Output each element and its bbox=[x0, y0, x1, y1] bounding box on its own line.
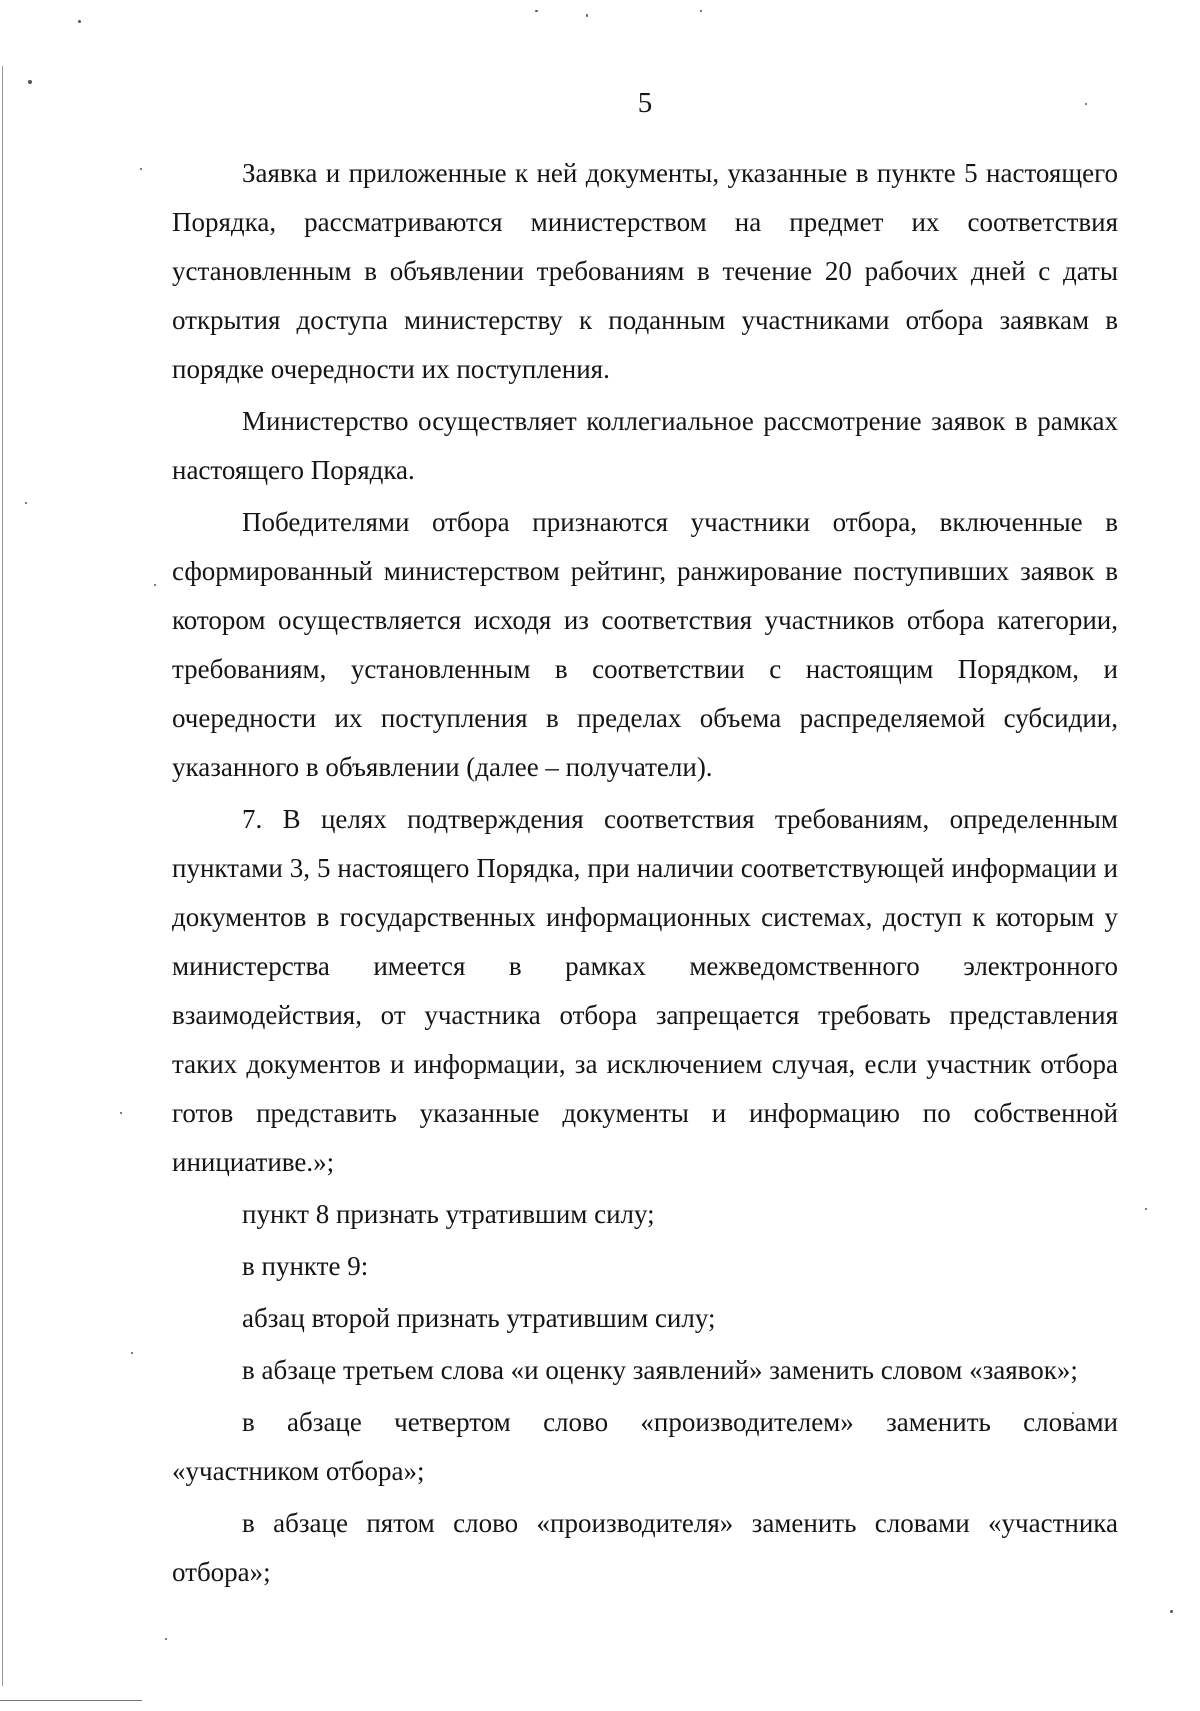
scan-bottom-rule bbox=[0, 1700, 142, 1701]
scan-speck bbox=[154, 584, 156, 586]
paragraph: Заявка и приложенные к ней документы, указанные в пункте 5 настоящего Порядка, рассматриваются министерством на предмет их соответствия установленным в объявлении требованиям в течение 20 рабочих дней с даты открытия доступа министерству к поданным участниками отбора заявкам в порядке очередности их поступления. bbox=[172, 158, 1118, 384]
scan-speck bbox=[586, 14, 588, 17]
scan-speck bbox=[535, 10, 538, 12]
document-body bbox=[172, 149, 1118, 1597]
paragraph: пункт 8 признать утратившим силу; bbox=[242, 1199, 655, 1229]
paragraph: в абзаце третьем слова «и оценку заявлений» заменить словом «заявок»; bbox=[242, 1355, 1078, 1385]
page-number: 5 bbox=[637, 87, 653, 119]
paragraph: Победителями отбора признаются участники отбора, включенные в сформированный министерством рейтинг, ранжирование поступивших заявок в котором осуществляется исходя из соответствия участников отбора категории, требованиям, установленным в соответствии с настоящим Порядком, и очередности их поступления в пределах объема распределяемой субсидии, указанного в объявлении (далее – получатели). bbox=[172, 507, 1118, 782]
scan-speck bbox=[120, 1112, 122, 1114]
scan-speck bbox=[25, 502, 27, 504]
paragraph: Министерство осуществляет коллегиальное рассмотрение заявок в рамках настоящего Порядка. bbox=[172, 406, 1118, 485]
scan-speck bbox=[165, 1638, 167, 1640]
paragraph: в абзаце пятом слово «производителя» заменить словами «участника отбора»; bbox=[172, 1508, 1118, 1587]
scan-speck bbox=[1145, 1208, 1147, 1210]
paragraph: в абзаце четвертом слово «производителем» заменить словами «участником отбора»; bbox=[172, 1407, 1118, 1486]
paragraph: абзац второй признать утратившим силу; bbox=[242, 1303, 716, 1333]
paragraph: в пункте 9: bbox=[242, 1251, 369, 1281]
scan-speck bbox=[1170, 1610, 1173, 1613]
scan-speck bbox=[131, 1352, 133, 1354]
scan-speck bbox=[28, 80, 32, 84]
scan-speck bbox=[140, 168, 142, 170]
scan-speck bbox=[78, 20, 81, 23]
scan-edge bbox=[2, 66, 3, 1686]
scan-speck bbox=[700, 10, 702, 12]
paragraph: 7. В целях подтверждения соответствия требованиям, определенным пунктами 3, 5 настоящего Порядка, при наличии соответствующей информации и документов в государственных информационных системах, доступ к которым у министерства имеется в рамках межведомственного электронного взаимодействия, от участника отбора запрещается требовать представления таких документов и информации, за исключением случая, если участник отбора готов представить указанные документы и информацию по собственной инициативе.»; bbox=[172, 804, 1118, 1177]
